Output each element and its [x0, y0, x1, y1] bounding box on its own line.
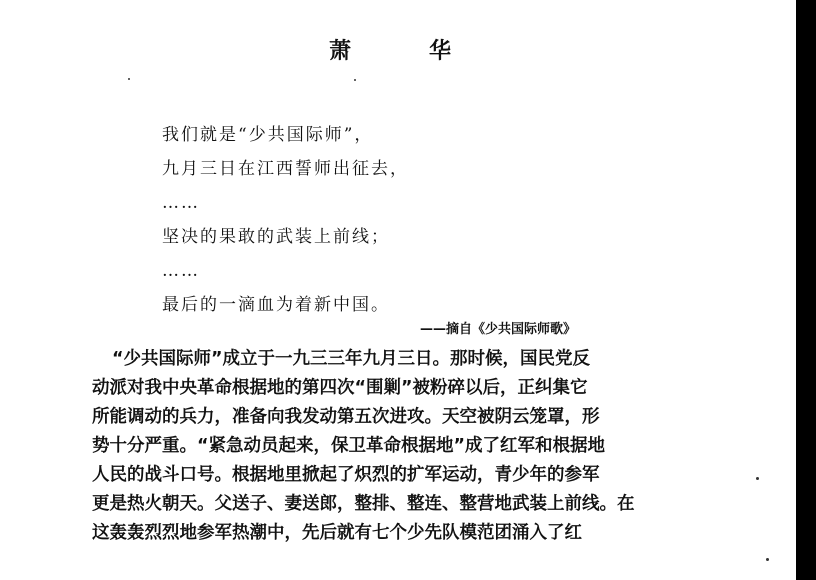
scan-speck: [128, 78, 130, 80]
body-line: 动派对我中央革命根据地的第四次“围剿”被粉碎以后，正纠集它: [92, 378, 588, 398]
body-paragraph: [92, 345, 697, 548]
poem-ellipsis: ……: [162, 261, 200, 281]
poem-ellipsis: ……: [162, 193, 200, 213]
body-line: 更是热火朝天。父送子、妻送郎，整排、整连、整营地武装上前线。在: [92, 494, 635, 514]
poem-line: 九月三日在江西誓师出征去，: [162, 159, 409, 179]
scan-edge-bar: [796, 0, 816, 580]
body-line: 所能调动的兵力，准备向我发动第五次进攻。天空被阴云笼罩，形: [92, 407, 600, 427]
body-line: “少共国际师”成立于一九三三年九月三日。那时候，国民党反: [112, 349, 591, 369]
poem-block: [162, 118, 409, 322]
scan-speck: [354, 79, 356, 81]
body-line: 势十分严重。“紧急动员起来，保卫革命根据地”成了红军和根据地: [92, 436, 606, 456]
body-line: 这轰轰烈烈地参军热潮中，先后就有七个少先队模范团涌入了红: [92, 523, 582, 543]
poem-line: 我们就是“少共国际师”，: [162, 125, 374, 145]
poem-line: 坚决的果敢的武装上前线；: [162, 227, 390, 247]
scan-speck: [766, 558, 769, 561]
poem-attribution: ——摘自《少共国际师歌》: [420, 322, 577, 337]
scan-speck: [756, 477, 759, 480]
poem-line: 最后的一滴血为着新中国。: [162, 295, 390, 315]
body-line: 人民的战斗口号。根据地里掀起了炽烈的扩军运动，青少年的参军: [92, 465, 600, 485]
author-title: 萧 华: [328, 39, 479, 64]
